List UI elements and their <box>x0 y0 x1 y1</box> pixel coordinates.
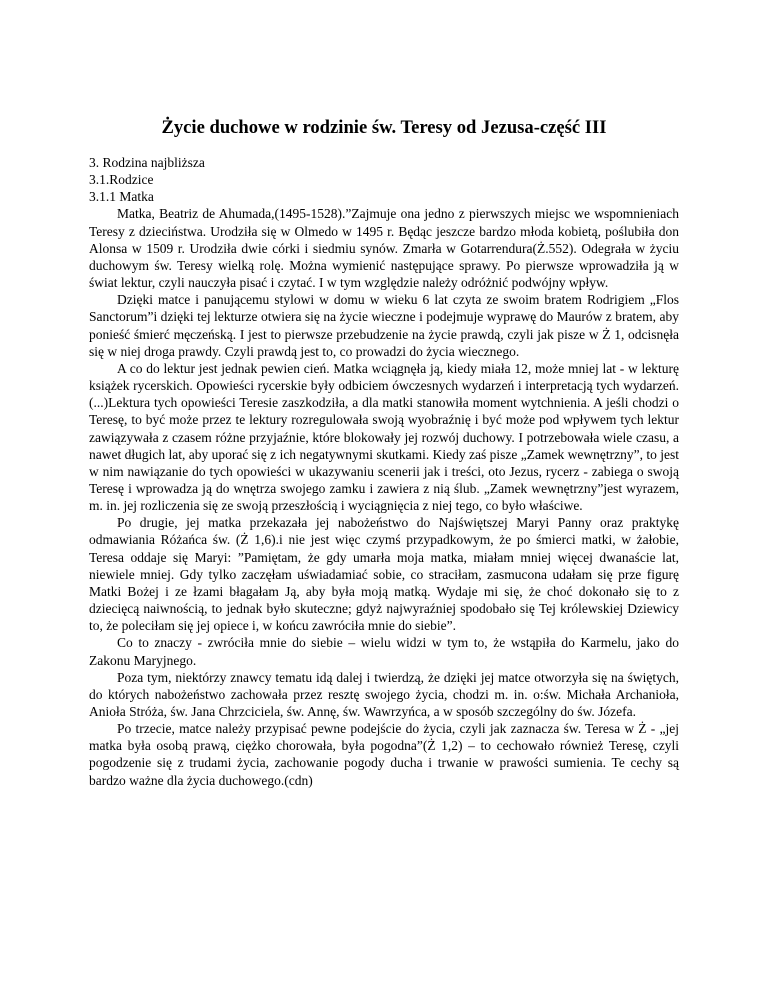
paragraph: Matka, Beatriz de Ahumada,(1495-1528).”Zajmuje ona jedno z pierwszych miejsc we wspomnieniach Teresy z dzieciństwa. Urodziła się w Olmedo w 1495 r. Będąc jeszcze bardzo młoda kobietą, poślubiła don Alonsa w 1509 r. Urodziła dwie córki i siedmiu synów. Zmarła w Gotarrendura(Ż.552). Odegrała w życiu duchowym św. Teresy wielką rolę. Można wymienić następujące sprawy. Po pierwsze wprowadziła ją w świat lektur, czyli nauczyła pisać i czytać. I w tym względzie należy odróżnić podwójny wpływ. <box>89 206 679 291</box>
paragraph: Po trzecie, matce należy przypisać pewne podejście do życia, czyli jak zaznacza św. Teresa w Ż - „jej matka była osobą prawą, ciężko chorowała, była pogodna”(Ż 1,2) – to cechowało również Teresę, czyli pogodzenie się z trudami życia, zachowanie pogody ducha i trwanie w prawości sumienia. Te cechy są bardzo ważne dla życia duchowego.(cdn) <box>89 721 679 788</box>
paragraph: Co to znaczy - zwróciła mnie do siebie – wielu widzi w tym to, że wstąpiła do Karmelu, jako do Zakonu Maryjnego. <box>89 635 679 668</box>
section-heading-family: 3. Rodzina najbliższa <box>89 155 205 170</box>
section-heading-mother: 3.1.1 Matka <box>89 189 154 205</box>
paragraph: A co do lektur jest jednak pewien cień. Matka wciągnęła ją, kiedy miała 12, może mniej lat - w lekturę książek rycerskich. Opowieści rycerskie były odbiciem ówczesnych wydarzeń i interpretacją tych wydarzeń.(...)Lektura tych opowieści Teresie zaszkodziła, a dla matki stanowiła moment wytchnienia. A jeśli chodzi o Teresę, to być może przez te lektury rozregulowała swoją wyobraźnię i być może pod wpływem tych lektur zawiązywała z czasem różne przyjaźnie, które blokowały jej rozwój duchowy. I potrzebowała wiele czasu, a nawet długich lat, aby uporać się z ich negatywnymi skutkami. Kiedy zaś pisze „Zamek wewnętrzny”, to jest w nim nawiązanie do tych opowieści w ukazywaniu scenerii jak i treści, oto Jezus, rycerz - zabiega o swoją Teresę i wprowadza ją do wnętrza swojego zamku i zawiera z nią ślub. „Zamek wewnętrzny”jest wyrazem, m. in. jej rozliczenia się ze swoją przeszłością i wyciągnięcia z niej tego, co było właściwe. <box>89 360 679 514</box>
document-body <box>89 154 679 789</box>
paragraph: Dzięki matce i panującemu stylowi w domu w wieku 6 lat czyta ze swoim bratem Rodrigiem „Flos Sanctorum”i dzięki tej lekturze otwiera się na życie wieczne i podejmuje wyprawę do Maurów z bratem, aby ponieść śmierć męczeńską. I jest to pierwsze przebudzenie na życie prawdą, czyli jak pisze w Ż 1, odcisnęła się w niej droga prawdy. Czyli prawdą jest to, co prowadzi do życia wiecznego. <box>89 292 679 359</box>
paragraph: Po drugie, jej matka przekazała jej nabożeństwo do Najświętszej Maryi Panny oraz praktykę odmawiania Różańca św. (Ż 1,6).i nie jest więc czymś przypadkowym, że po śmierci matki, w żałobie, Teresa oddaje się Maryi: ”Pamiętam, że gdy umarła moja matka, miałam mniej więcej dwanaście lat, niewiele mniej. Gdy tylko zaczęłam uświadamiać sobie, co straciłam, zasmucona udałam się prze figurę Matki Bożej i ze łzami błagałam Ją, aby była moją matką. Wydaje mi się, że choć dokonało się to z dziecięcą naiwnością, to jednak było skuteczne; gdyż najwyraźniej spodobało się Tej królewskiej Dziewicy to, że poleciłam się jej opiece i, w końcu zawróciła mnie do siebie”. <box>89 515 679 634</box>
paragraph: Poza tym, niektórzy znawcy tematu idą dalej i twierdzą, że dzięki jej matce otworzyła się na świętych, do których nabożeństwo zachowała przez resztę swojego życia, chodzi m. in. o:św. Michała Archanioła, Anioła Stróża, św. Jana Chrzciciela, św. Annę, św. Wawrzyńca, a w sposób szczególny do św. Józefa. <box>89 669 679 719</box>
document-title: Życie duchowe w rodzinie św. Teresy od Jezusa-część III <box>161 117 607 138</box>
section-heading-parents: 3.1.Rodzice <box>89 172 154 188</box>
